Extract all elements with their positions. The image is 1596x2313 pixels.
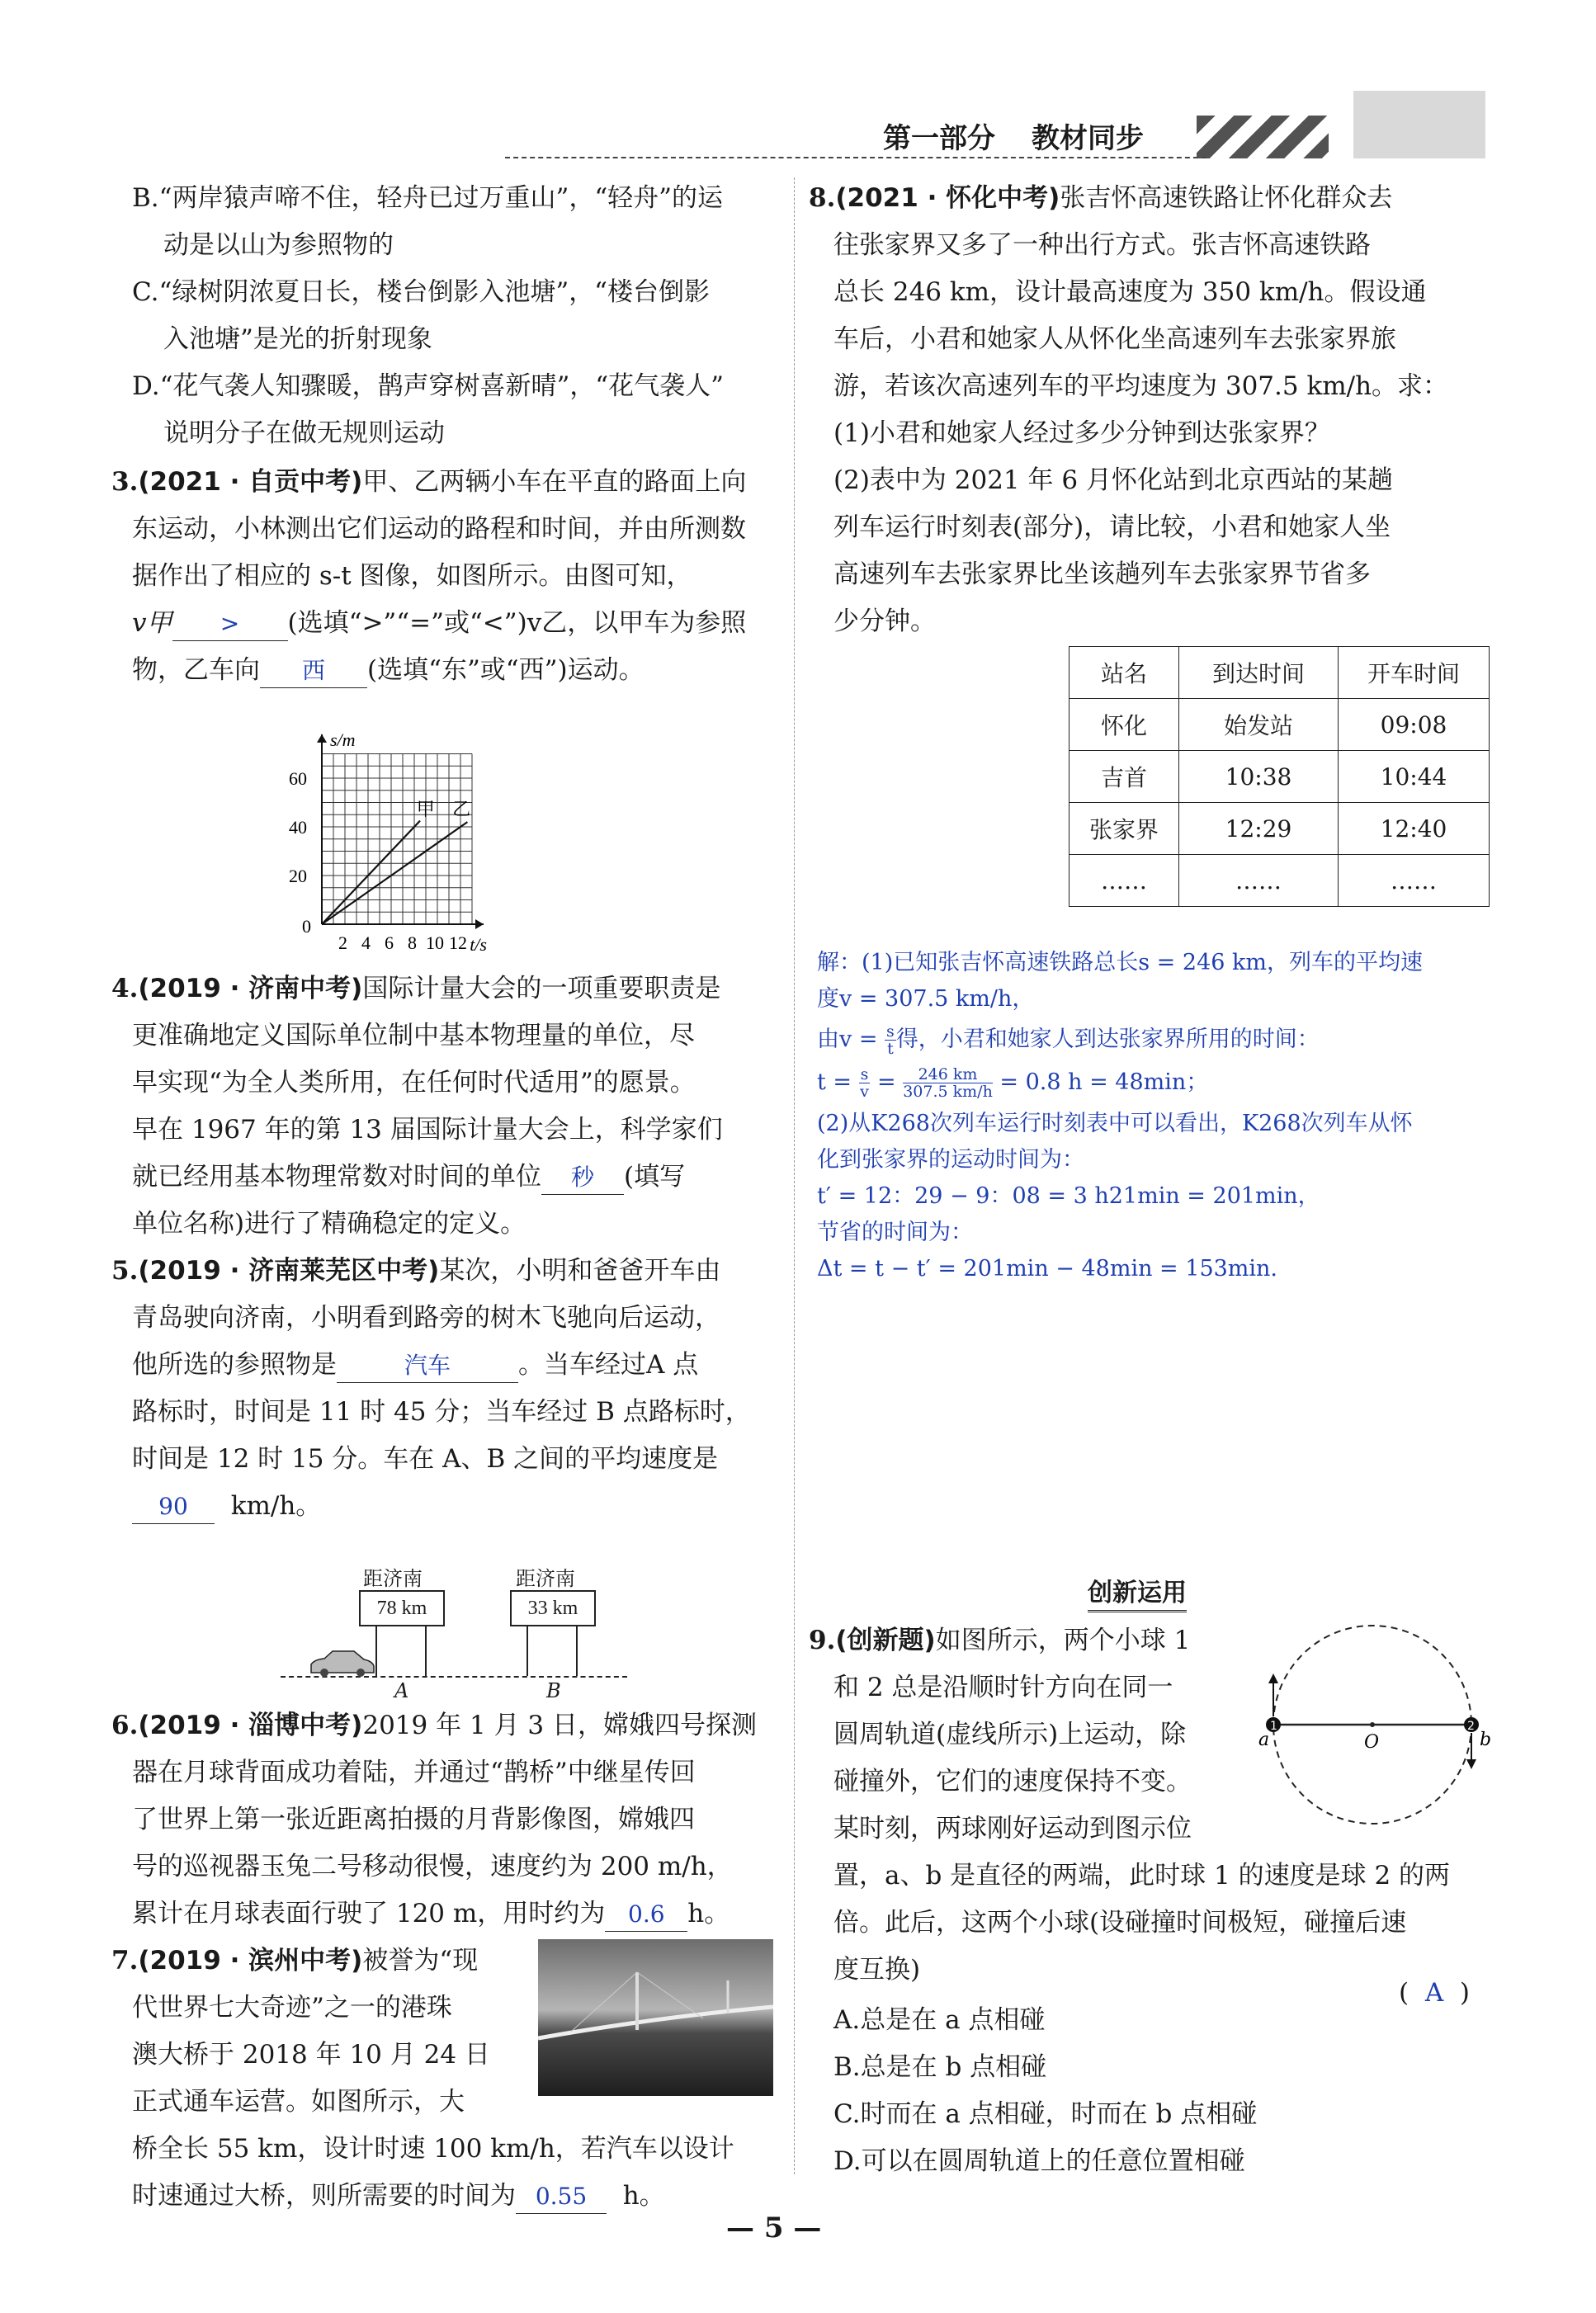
th-arrive: 到达时间	[1179, 647, 1339, 699]
header-section: 第一部分	[883, 122, 995, 155]
x-tick-label: 2	[338, 932, 347, 953]
series-jia-label: 甲	[416, 800, 435, 821]
q5-text-3a: 他所选的参照物是	[132, 1350, 337, 1380]
header-stripes	[1197, 116, 1329, 158]
frac-den: 307.5 km/h	[903, 1083, 993, 1101]
x-tick-label: 12	[449, 932, 467, 953]
sol-text: = 0.8 h = 48min；	[992, 1069, 1209, 1095]
solution-l7: t′ = 12：29 − 9：08 = 3 h21min = 201min，	[817, 1183, 1320, 1209]
q3-line4	[132, 600, 746, 647]
q8-line1	[809, 175, 1392, 222]
q8-line5: 游，若该次高速列车的平均速度为 307.5 km/h。求：	[833, 371, 1449, 401]
bridge-photo	[538, 1939, 773, 2096]
q4-line5	[132, 1154, 685, 1201]
sign-b-post-2	[576, 1626, 578, 1676]
q3-text-5a: 物，乙车向	[132, 655, 260, 685]
fraction	[903, 1066, 993, 1100]
circle-figure	[1250, 1609, 1498, 1840]
q4-number: 4.	[111, 974, 139, 1003]
q5-number: 5.	[111, 1256, 139, 1286]
q7-text-1: 被誉为“现	[362, 1946, 479, 1975]
ball-1-arrowhead	[1268, 1673, 1278, 1683]
q9-line5: 某时刻，两球刚好运动到图示位	[833, 1814, 1192, 1843]
solution-l8: 节省的时间为：	[817, 1220, 973, 1245]
x-tick-label: 4	[361, 932, 371, 953]
q7-line3: 澳大桥于 2018 年 10 月 24 日	[132, 2040, 490, 2070]
sign-b-title: 距济南	[516, 1567, 575, 1590]
solution-l5: (2)从K268次列车运行时刻表中可以看出，K268次列车从怀	[817, 1111, 1413, 1136]
q5-text-1: 某次，小明和爸爸开车由	[439, 1256, 721, 1286]
q4-line3: 早实现“为全人类所用，在任何时代适用”的愿景。	[132, 1068, 696, 1097]
q3-answer-1: >	[172, 607, 288, 641]
q7-line4: 正式通车运营。如图所示，大	[132, 2087, 465, 2117]
q5-line1	[111, 1248, 720, 1295]
q9-line4: 碰撞外，它们的速度保持不变。	[833, 1767, 1192, 1796]
q2-option-b-l1: B.“两岸猿声啼不住，轻舟已过万重山”，“轻舟”的运	[132, 183, 724, 213]
q3-line3: 据作出了相应的 s-t 图像，如图所示。由图可知，	[132, 561, 692, 591]
q4-text-5a: 就已经用基本物理常数对时间的单位	[132, 1162, 541, 1192]
solution-l9: Δt = t − t′ = 201min − 48min = 153min.	[817, 1256, 1278, 1282]
q9-text-1: 如图所示，两个小球 1	[935, 1626, 1191, 1655]
y-tick-label: 40	[289, 817, 307, 838]
solution-l6: 化到张家界的运动时间为：	[817, 1147, 1084, 1173]
q9-number: 9.	[809, 1626, 836, 1655]
q6-answer: 0.6	[605, 1898, 687, 1932]
origin-label: 0	[302, 916, 311, 937]
sol-text: 得，小君和她家人到达张家界所用的时间：	[895, 1027, 1320, 1052]
cell: 怀化	[1070, 699, 1179, 751]
section-title: 创新运用	[1088, 1572, 1187, 1612]
q5-line3	[132, 1342, 698, 1389]
q7-source: (2019 · 滨州中考)	[138, 1946, 363, 1975]
sol-text: t =	[817, 1069, 859, 1095]
q4-text-1: 国际计量大会的一项重要职责是	[362, 974, 721, 1003]
bridge-icon	[538, 1939, 773, 2096]
frac-num: 246 km	[903, 1066, 993, 1083]
solution-l2: 度v = 307.5 km/h，	[817, 986, 1035, 1012]
q6-line4: 号的巡视器玉兔二号移动很慢，速度约为 200 m/h，	[132, 1852, 733, 1881]
q3-text-4b: (选填“>”“=”或“<”)v乙，以甲车为参照	[287, 608, 747, 638]
q8-line10: 少分钟。	[833, 607, 936, 636]
q8-line7: (2)表中为 2021 年 6 月怀化站到北京西站的某趟	[833, 465, 1393, 495]
frac-den: t	[887, 1040, 894, 1058]
cell: ……	[1339, 855, 1490, 907]
frac-den: v	[860, 1083, 869, 1101]
q3-answer-2: 西	[260, 654, 367, 688]
cell: 始发站	[1179, 699, 1339, 751]
page-number-value: 5	[763, 2212, 784, 2245]
solution-l4	[817, 1064, 1208, 1101]
header-subsection: 教材同步	[1032, 122, 1144, 155]
q8-line8: 列车运行时刻表(部分)，请比较，小君和她家人坐	[833, 512, 1391, 542]
cell: 张家界	[1070, 803, 1179, 855]
x-tick-label: 8	[408, 932, 417, 953]
q5-text-6b: km/h。	[230, 1491, 322, 1521]
table-row	[1070, 855, 1490, 907]
series-jia-line	[322, 821, 420, 924]
th-depart: 开车时间	[1339, 647, 1490, 699]
q4-source: (2019 · 济南中考)	[138, 974, 363, 1003]
cell: 09:08	[1339, 699, 1490, 751]
q3-v-jia: v甲	[132, 608, 172, 638]
page-number: — 5 —	[726, 2212, 822, 2245]
cell: 10:38	[1179, 751, 1339, 803]
q5-line4: 路标时，时间是 11 时 45 分；当车经过 B 点路标时，	[132, 1397, 751, 1427]
q5-text-3b: 。当车经过A 点	[518, 1350, 699, 1380]
q5-source: (2019 · 济南莱芜区中考)	[138, 1256, 440, 1286]
fraction	[885, 1023, 896, 1057]
q6-line3: 了世界上第一张近距离拍摄的月背影像图，嫦娥四	[132, 1805, 695, 1834]
road-figure	[281, 1555, 627, 1704]
q7-text-6b: h。	[622, 2181, 665, 2211]
point-b-label: B	[546, 1679, 561, 1702]
q8-line2: 往张家界又多了一种出行方式。张吉怀高速铁路	[833, 230, 1371, 260]
x-axis-arrow	[475, 919, 484, 929]
q7-line1	[111, 1938, 478, 1985]
q9-option-d: D.可以在圆周轨道上的任意位置相碰	[833, 2146, 1245, 2176]
q5-answer-1: 汽车	[337, 1349, 518, 1383]
cell: ……	[1070, 855, 1179, 907]
q7-number: 7.	[111, 1946, 139, 1975]
q9-line8: 度互换)	[833, 1955, 921, 1985]
q5-line2: 青岛驶向济南，小明看到路旁的树木飞驰向后运动，	[132, 1303, 720, 1333]
q8-line3: 总长 246 km，设计最高速度为 350 km/h。假设通	[833, 277, 1427, 307]
q9-option-b: B.总是在 b 点相碰	[833, 2052, 1047, 2082]
q9-source: (创新题)	[835, 1626, 936, 1655]
q4-line2: 更准确地定义国际单位制中基本物理量的单位，尽	[132, 1021, 695, 1050]
x-tick-label: 10	[426, 932, 444, 953]
ball-2-arrowhead	[1466, 1759, 1476, 1769]
frac-num: s	[886, 1022, 895, 1041]
st-chart	[281, 706, 627, 961]
q4-line4: 早在 1967 年的第 13 届国际计量大会上，科学家们	[132, 1115, 723, 1145]
q3-source: (2021 · 自贡中考)	[138, 467, 363, 497]
q3-number: 3.	[111, 467, 139, 497]
q6-text-5a: 累计在月球表面行驶了 120 m，用时约为	[132, 1899, 606, 1928]
fraction	[859, 1066, 871, 1100]
th-station: 站名	[1070, 647, 1179, 699]
q2-option-d-l1: D.“花气袭人知骤暖，鹊声穿树喜新晴”，“花气袭人”	[132, 371, 724, 401]
q6-text-5b: h。	[687, 1899, 730, 1928]
q4-text-5b: (填写	[624, 1162, 686, 1192]
table-row	[1070, 751, 1490, 803]
x-axis-label: t/s	[470, 934, 487, 955]
q9-option-a: A.总是在 a 点相碰	[833, 2005, 1046, 2035]
q3-line2: 东运动，小林测出它们运动的路程和时间，并由所测数	[132, 514, 746, 544]
timetable	[1069, 646, 1490, 907]
sign-a: 78 km	[359, 1590, 445, 1626]
q8-line9: 高速列车去张家界比坐该趟列车去张家界节省多	[833, 559, 1371, 589]
cell: 吉首	[1070, 751, 1179, 803]
series-yi-line	[322, 822, 467, 924]
q9-option-c: C.时而在 a 点相碰，时而在 b 点相碰	[833, 2099, 1258, 2129]
q6-text-1: 2019 年 1 月 3 日，嫦娥四号探测	[362, 1711, 757, 1740]
q7-line5: 桥全长 55 km，设计时速 100 km/h，若汽车以设计	[132, 2134, 734, 2164]
q9-line7: 倍。此后，这两个小球(设碰撞时间极短，碰撞后速	[833, 1908, 1407, 1938]
q3-text-5b: (选填“东”或“西”)运动。	[367, 655, 645, 685]
q8-number: 8.	[809, 183, 836, 213]
q8-line6: (1)小君和她家人经过多少分钟到达张家界？	[833, 418, 1330, 448]
q9-line1	[809, 1617, 1190, 1664]
q6-number: 6.	[111, 1711, 139, 1740]
y-axis-arrow	[317, 734, 327, 743]
point-b-label: b	[1480, 1730, 1492, 1750]
q9-answer-bracket: ( A )	[1399, 1978, 1471, 2008]
y-tick-label: 60	[289, 768, 307, 789]
q2-option-b-l2: 动是以山为参照物的	[163, 230, 394, 260]
q2-option-d-l2: 说明分子在做无规则运动	[163, 418, 445, 448]
q4-line1	[111, 965, 720, 1013]
center-point	[1370, 1722, 1375, 1727]
q4-answer: 秒	[541, 1161, 624, 1195]
header-gray-block	[1353, 91, 1485, 158]
sign-b: 33 km	[510, 1590, 596, 1626]
q2-option-c-l2: 入池塘”是光的折射现象	[163, 324, 432, 354]
q8-source: (2021 · 怀化中考)	[835, 183, 1060, 213]
ball-1-label: 1	[1270, 1720, 1277, 1733]
q9-answer: A	[1424, 1978, 1444, 2008]
q2-option-c-l1: C.“绿树阴浓夏日长，楼台倒影入池塘”，“楼台倒影	[132, 277, 711, 307]
q3-line5	[132, 647, 645, 694]
q7-line2: 代世界七大奇迹”之一的港珠	[132, 1993, 452, 2023]
header-dashed-rule	[505, 157, 1206, 158]
x-tick-label: 6	[385, 932, 394, 953]
sign-b-post-1	[526, 1626, 528, 1676]
q5-line5: 时间是 12 时 15 分。车在 A、B 之间的平均速度是	[132, 1444, 719, 1474]
cell: 12:29	[1179, 803, 1339, 855]
column-divider	[794, 177, 795, 2174]
point-a-label: A	[394, 1679, 409, 1702]
series-yi-label: 乙	[452, 800, 471, 821]
timetable-header-row	[1070, 647, 1490, 699]
q8-text-1: 张吉怀高速铁路让怀化群众去	[1060, 183, 1393, 213]
y-tick-label: 20	[289, 866, 307, 886]
sol-text: =	[870, 1069, 904, 1095]
q6-line1	[111, 1702, 757, 1749]
q9-line3: 圆周轨道(虚线所示)上运动，除	[833, 1720, 1187, 1749]
sign-a-post-1	[375, 1626, 377, 1676]
cell: ……	[1179, 855, 1339, 907]
center-label: O	[1364, 1732, 1380, 1753]
cell: 12:40	[1339, 803, 1490, 855]
q7-text-6a: 时速通过大桥，则所需要的时间为	[132, 2181, 516, 2211]
q9-line6: 置，a、b 是直径的两端，此时球 1 的速度是球 2 的两	[833, 1861, 1451, 1891]
q6-source: (2019 · 淄博中考)	[138, 1711, 363, 1740]
sign-a-title: 距济南	[363, 1567, 423, 1590]
q4-line6: 单位名称)进行了精确稳定的定义。	[132, 1209, 526, 1239]
q8-line4: 车后，小君和她家人从怀化坐高速列车去张家界旅	[833, 324, 1396, 354]
table-row	[1070, 699, 1490, 751]
q9-line2: 和 2 总是沿顺时针方向在同一	[833, 1673, 1173, 1702]
q3-line1	[111, 459, 746, 506]
car-icon	[309, 1648, 375, 1678]
point-a-label: a	[1258, 1730, 1270, 1750]
solution-l1: 解：(1)已知张吉怀高速铁路总长s = 246 km，列车的平均速	[817, 950, 1423, 975]
q6-line5	[132, 1891, 730, 1938]
sol-text: 由v =	[817, 1027, 885, 1052]
sign-a-post-2	[425, 1626, 427, 1676]
solution-l3	[817, 1022, 1320, 1058]
ball-2-label: 2	[1467, 1720, 1475, 1733]
cell: 10:44	[1339, 751, 1490, 803]
q6-line2: 器在月球背面成功着陆，并通过“鹊桥”中继星传回	[132, 1758, 696, 1787]
q5-answer-2: 90	[132, 1490, 215, 1524]
q5-line6	[132, 1483, 321, 1530]
y-axis-label: s/m	[330, 729, 356, 750]
q7-line6	[132, 2173, 665, 2220]
frac-num: s	[860, 1065, 869, 1083]
q3-text-1: 甲、乙两辆小车在平直的路面上向	[362, 467, 747, 497]
table-row	[1070, 803, 1490, 855]
q7-answer: 0.55	[516, 2180, 607, 2214]
